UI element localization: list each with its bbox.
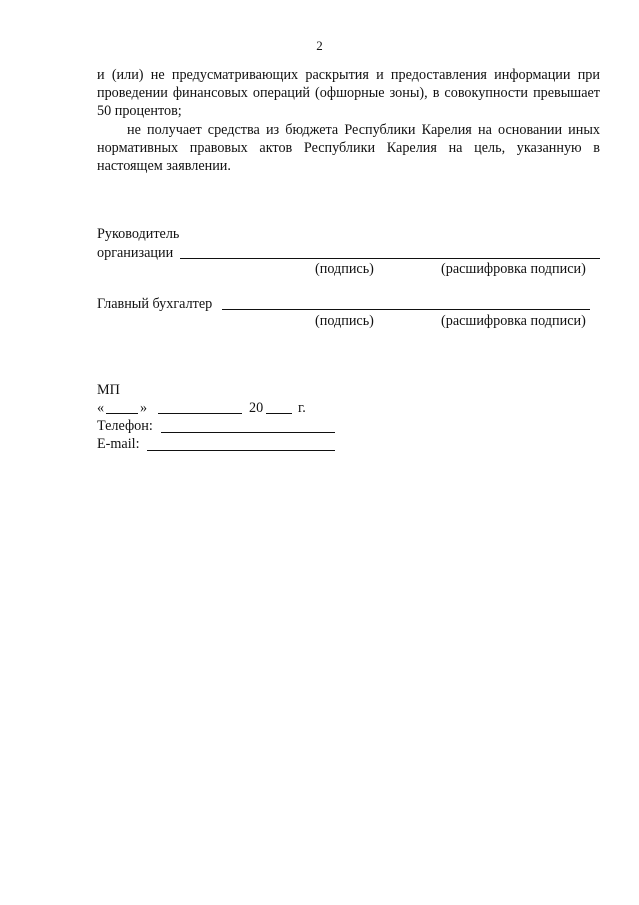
- head-label-line1: Руководитель: [97, 226, 180, 242]
- paragraph-offshore: и (или) не предусматривающих раскрытия и предоставления информации при проведении финансовых операций (офшорные зоны), в совокупности превышает 50 процентов;: [97, 67, 600, 120]
- date-close-quote: »: [140, 400, 148, 416]
- page-number: 2: [316, 38, 323, 53]
- accountant-label: Главный бухгалтер: [97, 296, 213, 312]
- head-label-line2: организации: [97, 245, 174, 261]
- accountant-signature-line[interactable]: [222, 309, 590, 310]
- accountant-signature-caption: (подпись): [315, 313, 374, 329]
- year-suffix: г.: [298, 400, 306, 416]
- phone-label: Телефон:: [97, 418, 153, 434]
- stamp-label: МП: [97, 382, 120, 398]
- date-year-field[interactable]: [266, 413, 292, 414]
- year-prefix: 20: [249, 400, 264, 416]
- head-signature-line[interactable]: [180, 258, 600, 259]
- head-signature-caption: (подпись): [315, 261, 374, 277]
- email-field[interactable]: [147, 450, 335, 451]
- paragraph-budget-funds: не получает средства из бюджета Республики Карелия на основании иных нормативных правовых актов Республики Карелия на цель, указанную в настоящем заявлении.: [97, 121, 600, 175]
- date-month-field[interactable]: [158, 413, 242, 414]
- body-text: [97, 66, 600, 175]
- head-decoding-caption: (расшифровка подписи): [441, 261, 586, 277]
- phone-field[interactable]: [161, 432, 335, 433]
- accountant-decoding-caption: (расшифровка подписи): [441, 313, 586, 329]
- email-label: E-mail:: [97, 436, 140, 452]
- date-open-quote: «: [97, 400, 105, 416]
- date-day-field[interactable]: [106, 413, 138, 414]
